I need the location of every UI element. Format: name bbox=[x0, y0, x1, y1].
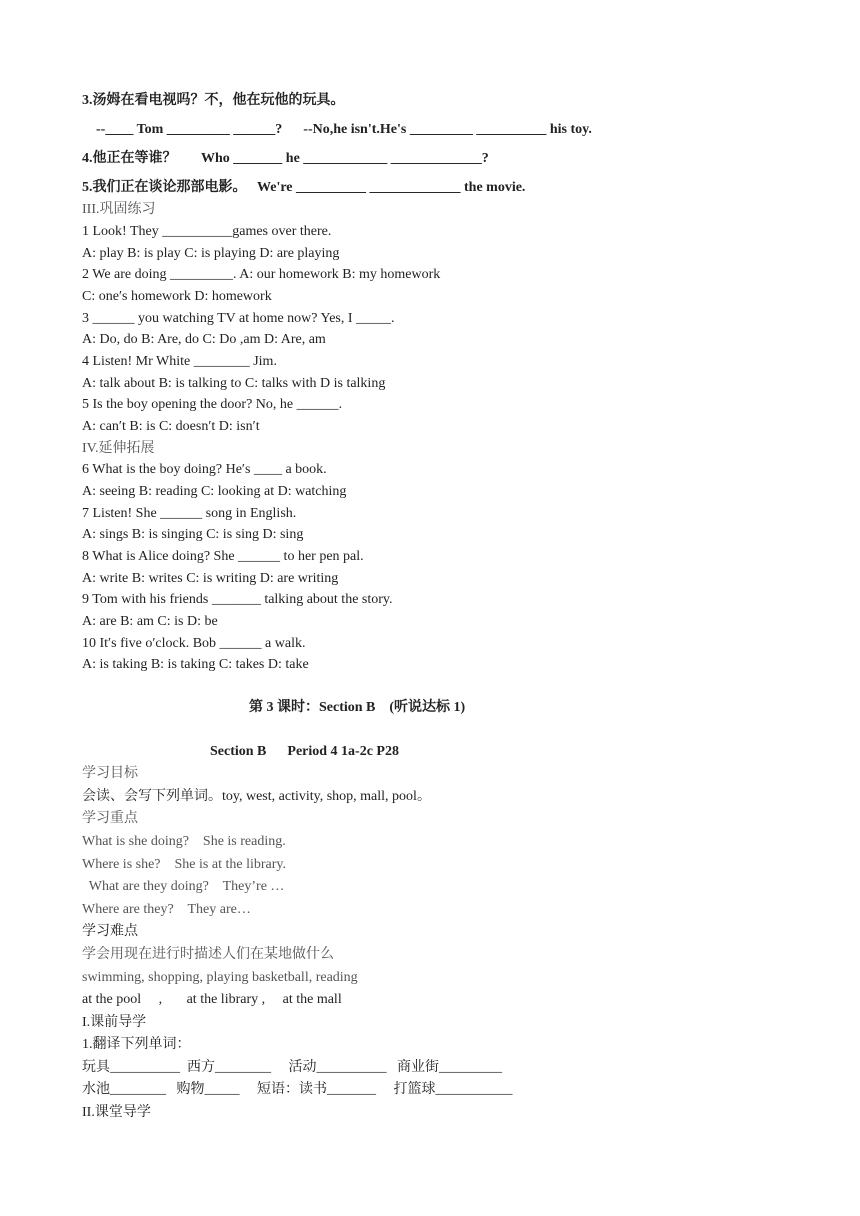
translate-row: 玩具__________ 西方________ 活动__________ 商业街_________ bbox=[82, 1060, 502, 1075]
difficulty-text: 学会用现在进行时描述人们在某地做什么 bbox=[82, 947, 334, 962]
goals-text: 会读、会写下列单词。toy, west, activity, shop, mall, pool。 bbox=[82, 789, 431, 804]
focus-label: 学习重点 bbox=[82, 811, 138, 826]
q4: 4.他正在等谁？ Who _______ he ____________ _____________? bbox=[82, 151, 489, 166]
exercise-line: 10 It′s five o′clock. Bob ______ a walk. bbox=[82, 636, 306, 651]
exercise-line: A: seeing B: reading C: looking at D: watching bbox=[82, 484, 347, 499]
focus-line: What are they doing? They’re … bbox=[82, 879, 285, 894]
exercise-line: A: are B: am C: is D: be bbox=[82, 614, 218, 629]
translate-row: 水池________ 购物_____ 短语：读书_______ 打篮球___________ bbox=[82, 1082, 513, 1097]
in-class-label: II.课堂导学 bbox=[82, 1105, 151, 1120]
activities-line: swimming, shopping, playing basketball, reading bbox=[82, 970, 358, 985]
exercise-line: C: one′s homework D: homework bbox=[82, 289, 272, 304]
exercise-line: A: is taking B: is taking C: takes D: take bbox=[82, 657, 309, 672]
focus-line: Where is she? She is at the library. bbox=[82, 857, 286, 872]
exercise-line: 4 Listen! Mr White ________ Jim. bbox=[82, 354, 277, 369]
lesson-title: 第 3 课时：Section B (听说达标 1) bbox=[249, 700, 466, 715]
q3-english: --____ Tom _________ ______? --No,he isn't.He's _________ __________ his toy. bbox=[96, 122, 592, 137]
exercise-line: A: play B: is play C: is playing D: are playing bbox=[82, 246, 340, 261]
exercise-line: A: can′t B: is C: doesn′t D: isn′t bbox=[82, 419, 260, 434]
section3-heading: III.巩固练习 bbox=[82, 202, 156, 217]
difficulty-label: 学习难点 bbox=[82, 924, 138, 939]
q5: 5.我们正在谈论那部电影。 We're __________ _____________ the movie. bbox=[82, 180, 526, 195]
lesson-subtitle: Section B Period 4 1a-2c P28 bbox=[210, 744, 399, 759]
exercise-line: 5 Is the boy opening the door? No, he ______. bbox=[82, 397, 343, 412]
q3-chinese: 3.汤姆在看电视吗？不，他在玩他的玩具。 bbox=[82, 93, 345, 108]
exercise-line: 1 Look! They __________games over there. bbox=[82, 224, 332, 239]
exercise-line: 3 ______ you watching TV at home now? Yes, I _____. bbox=[82, 311, 395, 326]
focus-line: What is she doing? She is reading. bbox=[82, 834, 286, 849]
goals-label: 学习目标 bbox=[82, 766, 138, 781]
exercise-line: A: write B: writes C: is writing D: are writing bbox=[82, 571, 339, 586]
exercise-line: A: talk about B: is talking to C: talks with D is talking bbox=[82, 376, 386, 391]
pre-class-label: I.课前导学 bbox=[82, 1015, 147, 1030]
exercise-line: 7 Listen! She ______ song in English. bbox=[82, 506, 297, 521]
exercise-line: 9 Tom with his friends _______ talking about the story. bbox=[82, 592, 393, 607]
exercise-line: A: sings B: is singing C: is sing D: sing bbox=[82, 527, 304, 542]
exercise-line: A: Do, do B: Are, do C: Do ,am D: Are, am bbox=[82, 332, 326, 347]
translate-label: 1.翻译下列单词： bbox=[82, 1037, 191, 1052]
exercise-line: 8 What is Alice doing? She ______ to her pen pal. bbox=[82, 549, 364, 564]
exercise-line: 6 What is the boy doing? He′s ____ a book. bbox=[82, 462, 327, 477]
exercise-line: 2 We are doing _________. A: our homework B: my homework bbox=[82, 267, 441, 282]
section4-heading: IV.延伸拓展 bbox=[82, 441, 155, 456]
focus-line: Where are they? They are… bbox=[82, 902, 251, 917]
places-line: at the pool , at the library , at the mall bbox=[82, 992, 342, 1007]
